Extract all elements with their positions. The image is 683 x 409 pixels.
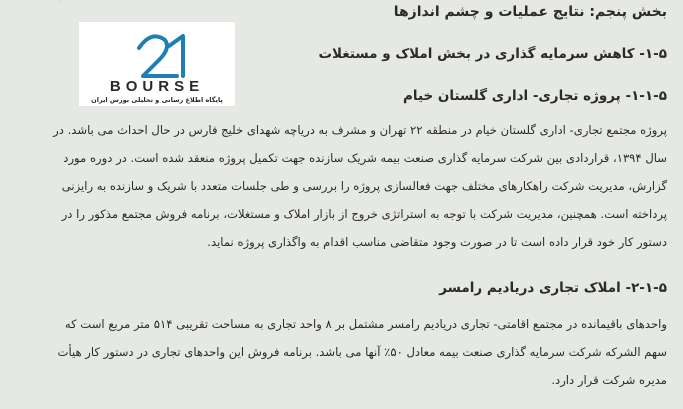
paragraph-khayyam-project xyxy=(14,116,667,256)
logo-number: 21 xyxy=(59,2,61,3)
paragraph-line: دستور کار خود قرار داده است تا در صورت وجود متقاضی مناسب اقدام به واگذاری پروژه نماید. xyxy=(207,235,667,249)
bourse-logo xyxy=(59,2,236,107)
paragraph-line: سال ۱۳۹۴، قراردادی بین شرکت سرمایه گذاری صنعت بیمه شریک سازنده جهت تکمیل پروژه منعقد شده است. در دوره مورد xyxy=(63,151,667,165)
heading-5-1: ۱-۵- کاهش سرمایه گذاری در بخش املاک و مستغلات xyxy=(318,46,667,62)
paragraph-line: پروژه مجتمع تجاری- اداری گلستان خیام در منطقه ۲۲ تهران و مشرف به دریاچه شهدای خلیج فارس در حال احداث می باشد. در xyxy=(53,123,667,137)
heading-5-1-1: ۱-۱-۵- پروژه تجاری- اداری گلستان خیام xyxy=(403,88,667,104)
logo-caption: پایگاه اطلاع رسانی و تحلیلی بورس ایران xyxy=(91,96,223,104)
paragraph-ramsar-property xyxy=(14,310,667,394)
paragraph-line: پرداخته است. همچنین، مدیریت شرکت با توجه به استراتژی خروج از بازار املاک و مستغلات، برنامه فروش مجتمع مذکور را در xyxy=(61,207,667,221)
paragraph-line: گزارش، مدیریت شرکت راهکارهای مختلف جهت فعالسازی پروژه را بررسی و طی جلسات متعدد با شریک و سازنده به رایزنی xyxy=(61,179,667,193)
logo-wordmark: BOURSE xyxy=(109,78,205,95)
paragraph-line: سهم الشرکه شرکت سرمایه گذاری صنعت بیمه معادل ۵۰٪ آنها می باشد. برنامه فروش این واحدهای تجاری در دستور کار هیأت xyxy=(57,345,667,359)
heading-5-1-2: ۲-۱-۵- املاک تجاری دریادیم رامسر xyxy=(439,280,667,296)
paragraph-line: مدیره شرکت قرار دارد. xyxy=(551,373,667,387)
paragraph-line: واحدهای باقیمانده در مجتمع اقامتی- تجاری دریادیم رامسر مشتمل بر ۸ واحد تجاری به مساحت تقریبی ۵۱۴ متر مربع است که xyxy=(64,317,667,331)
bourse-logo-mark xyxy=(59,2,235,106)
section-title: بخش پنجم: نتایج عملیات و چشم اندازها xyxy=(393,4,667,20)
